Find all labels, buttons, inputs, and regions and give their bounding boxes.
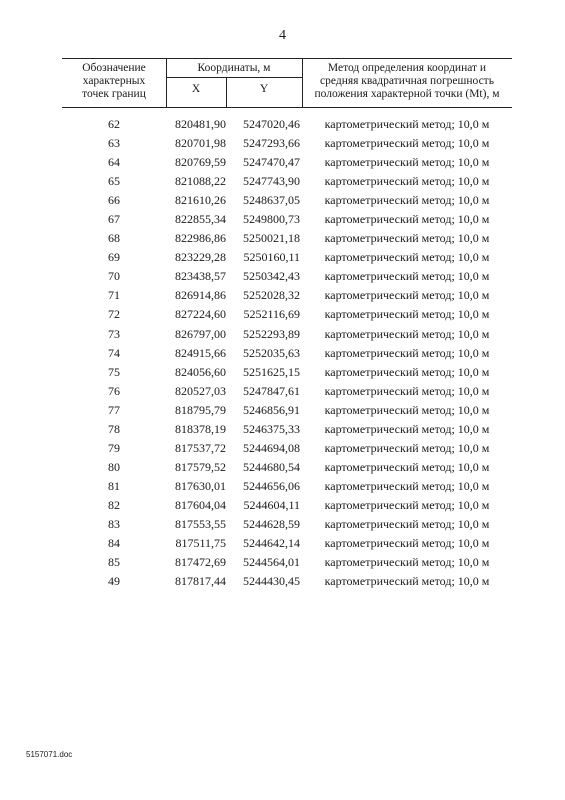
table-row (0, 325, 565, 344)
method-cell: картометрический метод; 10,0 м (324, 307, 490, 322)
coord-y: 5246375,33 (243, 421, 300, 436)
coord-x: 818378,19 (175, 421, 226, 436)
coord-x: 817537,72 (175, 440, 226, 455)
method-cell: картометрический метод; 10,0 м (324, 364, 490, 379)
page-number: 4 (279, 28, 286, 43)
coord-x: 817511,75 (175, 536, 226, 551)
point-number: 83 (108, 516, 120, 531)
coord-y: 5247293,66 (243, 136, 300, 151)
table-row (0, 210, 565, 229)
coord-x: 817604,04 (175, 497, 226, 512)
coord-y: 5244680,54 (243, 459, 300, 474)
header-method-line: Метод определения координат и (327, 62, 487, 74)
coord-x: 826797,00 (175, 326, 226, 341)
method-cell: картометрический метод; 10,0 м (324, 516, 490, 531)
method-cell: картометрический метод; 10,0 м (324, 497, 490, 512)
point-number: 76 (108, 383, 120, 398)
point-number: 74 (108, 345, 120, 360)
table-row (0, 344, 565, 363)
header-coordinates: Координаты, м (197, 62, 271, 74)
point-number: 68 (108, 231, 120, 246)
coord-x: 820527,03 (175, 383, 226, 398)
coord-x: 821088,22 (175, 174, 226, 189)
header-top-rule (62, 58, 512, 59)
table-row (0, 153, 565, 172)
point-number: 80 (108, 459, 120, 474)
table-row (0, 553, 565, 572)
method-cell: картометрический метод; 10,0 м (324, 421, 490, 436)
table-row (0, 496, 565, 515)
method-cell: картометрический метод; 10,0 м (324, 459, 490, 474)
point-number: 67 (108, 212, 120, 227)
table-row (0, 267, 565, 286)
coord-x: 817817,44 (175, 574, 226, 589)
coord-x: 822986,86 (175, 231, 226, 246)
point-number: 75 (108, 364, 120, 379)
table-row (0, 534, 565, 553)
coord-y: 5247020,46 (243, 117, 300, 131)
method-cell: картометрический метод; 10,0 м (324, 269, 490, 284)
method-cell: картометрический метод; 10,0 м (324, 136, 490, 151)
coord-x: 822855,34 (175, 212, 226, 227)
table-row (0, 477, 565, 496)
coord-y: 5244430,45 (243, 574, 300, 589)
point-number: 70 (108, 269, 120, 284)
point-number: 82 (108, 497, 120, 512)
header-point-designation (62, 62, 166, 101)
point-number: 72 (108, 307, 120, 322)
coord-y: 5252035,63 (243, 345, 300, 360)
coord-y: 5252293,89 (243, 326, 300, 341)
header-name-line: Обозначение (82, 62, 146, 74)
table-row (0, 515, 565, 534)
point-number: 79 (108, 440, 120, 455)
method-cell: картометрический метод; 10,0 м (324, 288, 490, 303)
method-cell: картометрический метод; 10,0 м (324, 536, 490, 551)
table-row (0, 439, 565, 458)
coord-y: 5252028,32 (243, 288, 300, 303)
coord-y: 5250160,11 (243, 250, 300, 265)
table-row (0, 229, 565, 248)
header-name-line: точек границ (82, 88, 146, 100)
point-number: 62 (108, 117, 120, 131)
header-method-line: положения характерной точки (Mt), м (314, 88, 500, 100)
coord-y: 5244564,01 (243, 555, 300, 570)
coord-x: 818795,79 (175, 402, 226, 417)
coord-y: 5247743,90 (243, 174, 300, 189)
point-number: 66 (108, 193, 120, 208)
table-row (0, 363, 565, 382)
table-row (0, 248, 565, 267)
point-number: 69 (108, 250, 120, 265)
table-row (0, 305, 565, 324)
method-cell: картометрический метод; 10,0 м (324, 345, 490, 360)
method-cell: картометрический метод; 10,0 м (324, 117, 490, 131)
method-cell: картометрический метод; 10,0 м (324, 383, 490, 398)
header-method-line: средняя квадратичная погрешность (320, 75, 494, 87)
header-name-line: характерных (82, 75, 146, 87)
table-row (0, 572, 565, 591)
coord-x: 827224,60 (175, 307, 226, 322)
coord-x: 817472,69 (175, 555, 226, 570)
table-row (0, 115, 565, 134)
point-number: 64 (108, 155, 120, 170)
coord-x: 823438,57 (175, 269, 226, 284)
coord-x: 817553,55 (175, 516, 226, 531)
coord-y: 5244694,08 (243, 440, 300, 455)
method-cell: картометрический метод; 10,0 м (324, 174, 490, 189)
coord-x: 820701,98 (175, 136, 226, 151)
point-number: 49 (108, 574, 120, 589)
point-number: 84 (108, 536, 120, 551)
coord-y: 5244628,59 (243, 516, 300, 531)
point-number: 85 (108, 555, 120, 570)
coord-y: 5249800,73 (243, 212, 300, 227)
coord-y: 5247847,61 (243, 383, 300, 398)
coord-x: 824056,60 (175, 364, 226, 379)
coord-y: 5250021,18 (243, 231, 300, 246)
coord-x: 820769,59 (175, 155, 226, 170)
point-number: 77 (108, 402, 120, 417)
point-number: 81 (108, 478, 120, 493)
table-row (0, 134, 565, 153)
method-cell: картометрический метод; 10,0 м (324, 440, 490, 455)
method-cell: картометрический метод; 10,0 м (324, 478, 490, 493)
method-cell: картометрический метод; 10,0 м (324, 574, 490, 589)
point-number: 71 (108, 288, 120, 303)
coord-x: 817630,01 (175, 478, 226, 493)
coord-x: 817579,52 (175, 459, 226, 474)
header-x: X (191, 83, 201, 95)
method-cell: картометрический метод; 10,0 м (324, 555, 490, 570)
coord-y: 5244642,14 (243, 536, 300, 551)
point-number: 73 (108, 326, 120, 341)
table-row (0, 382, 565, 401)
coord-y: 5244656,06 (243, 478, 300, 493)
header-bottom-rule (62, 107, 512, 108)
coord-x: 824915,66 (175, 345, 226, 360)
table-row (0, 401, 565, 420)
coord-y: 5250342,43 (243, 269, 300, 284)
method-cell: картометрический метод; 10,0 м (324, 402, 490, 417)
coord-x: 820481,90 (175, 117, 226, 131)
point-number: 78 (108, 421, 120, 436)
coord-y: 5251625,15 (243, 364, 300, 379)
table-body (0, 115, 565, 591)
method-cell: картометрический метод; 10,0 м (324, 326, 490, 341)
coord-x: 821610,26 (175, 193, 226, 208)
method-cell: картометрический метод; 10,0 м (324, 193, 490, 208)
coord-y: 5244604,11 (243, 497, 300, 512)
method-cell: картометрический метод; 10,0 м (324, 155, 490, 170)
table-row (0, 191, 565, 210)
coord-y: 5246856,91 (243, 402, 300, 417)
method-cell: картометрический метод; 10,0 м (324, 231, 490, 246)
header-y: Y (259, 83, 269, 95)
coord-x: 823229,28 (175, 250, 226, 265)
point-number: 63 (108, 136, 120, 151)
point-number: 65 (108, 174, 120, 189)
table-row (0, 286, 565, 305)
coords-sub-rule (166, 77, 302, 78)
method-cell: картометрический метод; 10,0 м (324, 212, 490, 227)
coord-x: 826914,86 (175, 288, 226, 303)
coord-y: 5248637,05 (243, 193, 300, 208)
header-method (302, 62, 512, 101)
footer-filename: 5157071.doc (26, 750, 73, 759)
coord-y: 5247470,47 (243, 155, 300, 170)
table-row (0, 458, 565, 477)
method-cell: картометрический метод; 10,0 м (324, 250, 490, 265)
table-row (0, 172, 565, 191)
table-row (0, 420, 565, 439)
coord-y: 5252116,69 (243, 307, 300, 322)
